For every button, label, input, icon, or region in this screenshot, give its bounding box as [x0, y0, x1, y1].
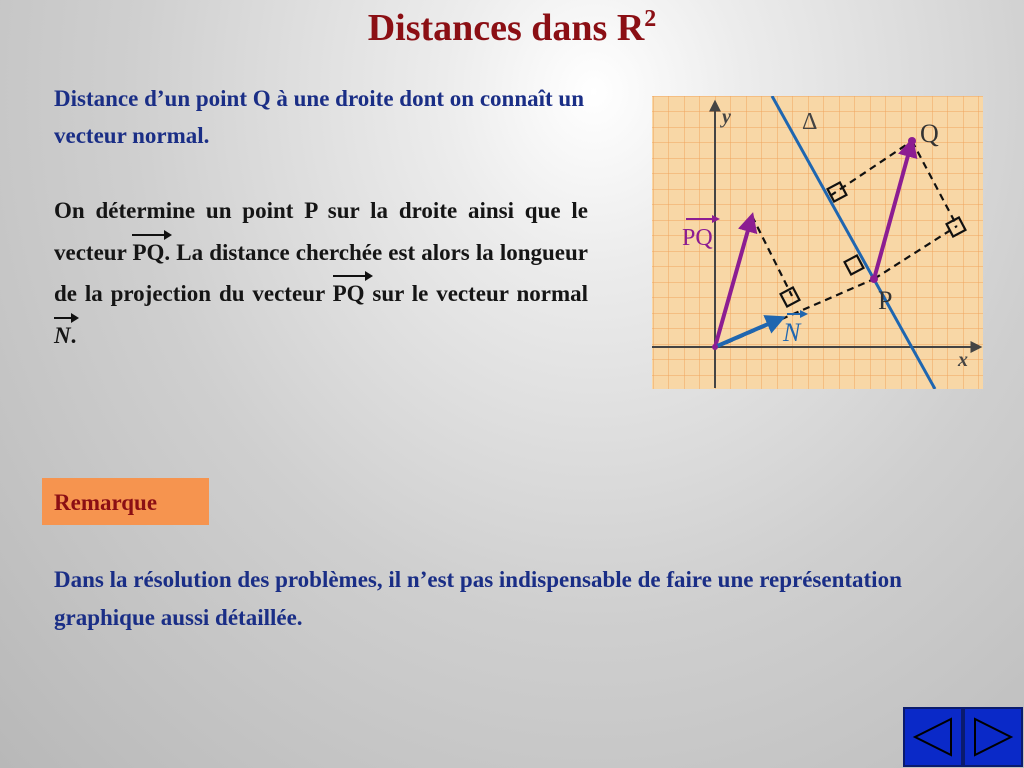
para-text-1: On détermine un point P sur la droite ainsi que le vecteur: [54, 198, 588, 265]
point-q: [908, 137, 916, 145]
n-label: N: [783, 318, 801, 347]
remark-label: Remarque: [42, 478, 209, 525]
remark-text: Dans la résolution des problèmes, il n’est pas indispensable de faire une représentation graphique aussi détaillée.: [54, 567, 902, 630]
x-axis-label: x: [958, 349, 968, 371]
next-button[interactable]: [963, 707, 1023, 767]
point-p: [870, 275, 878, 283]
vector-pq-text-2: PQ: [333, 273, 365, 315]
slide-title-text: Distances dans R: [367, 7, 645, 49]
origin-point: [712, 344, 718, 350]
vector-n-text: N: [54, 315, 71, 357]
explanation-paragraph: [54, 190, 588, 356]
previous-arrow-icon: [911, 717, 955, 757]
navigation-bar: [903, 707, 1023, 767]
intro-text: Distance d’un point Q à une droite dont on connaît un vecteur normal.: [54, 86, 584, 148]
pq-label: PQ: [682, 225, 713, 251]
point-q-label: Q: [920, 119, 939, 148]
point-p-label: P: [878, 286, 893, 315]
distance-diagram: [652, 96, 983, 389]
para-text-4: .: [70, 322, 77, 348]
vector-pq-text: PQ: [132, 232, 164, 274]
delta-label: Δ: [802, 109, 818, 135]
slide-title: [0, 6, 1024, 50]
para-text-2: . La distance cherchée est alors la longueur de la projection du vecteur: [54, 239, 588, 306]
next-arrow-icon: [971, 717, 1015, 757]
para-text-3: sur le vecteur normal: [364, 281, 588, 306]
previous-button[interactable]: [903, 707, 963, 767]
slide-title-exponent: 2: [644, 6, 657, 32]
y-axis-label: y: [722, 106, 731, 128]
